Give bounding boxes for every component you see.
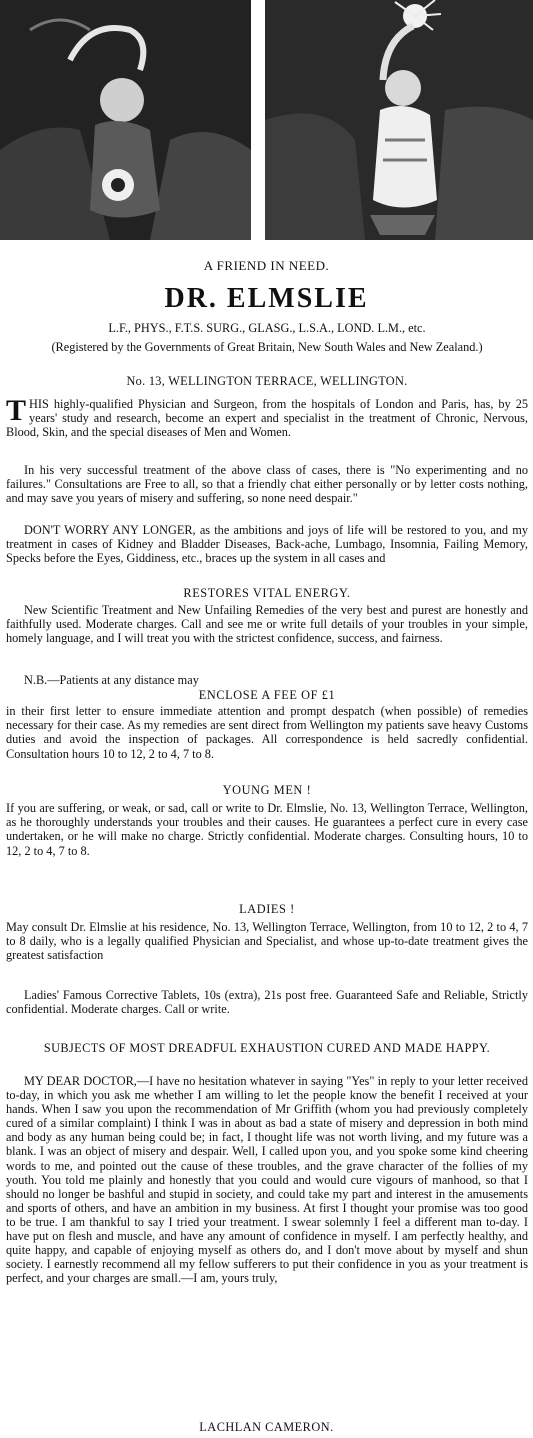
young-men-body: If you are suffering, or weak, or sad, call or write to Dr. Elmslie, No. 13, Wellington Terrace, Wellington, as he thoroughly understands your troubles and their causes. He guarantees a perfect cure in every case undertaken, or he will make no charge. Strictly confidential. Moderate charges. Consulting hours, 10 to 12, 2 to 4, 7 to 8. [6,801,528,858]
testimonial-heading: SUBJECTS OF MOST DREADFUL EXHAUSTION CURED AND MADE HAPPY. [43,1041,491,1055]
credentials-line: L.F., PHYS., F.T.S. SURG., GLASG., L.S.A., LOND. L.M., etc. [108,321,426,335]
intro-paragraph-2: In his very successful treatment of the above class of cases, there is "No experimenting and no failures." Consultations are Free to all, so that a friendly chat either personally or by letter costs nothing, and may save you years of misery and suffering, so none need despair." [6,463,528,506]
ladies-heading: LADIES ! [239,902,295,916]
signature: LACHLAN CAMERON. [199,1420,334,1434]
drop-cap: T [6,394,27,427]
illustration-after [265,0,533,240]
nb-line: N.B.—Patients at any distance may [24,673,199,687]
registration-line: (Registered by the Governments of Great Britain, New South Wales and New Zealand.) [51,340,483,354]
enclose-body: in their first letter to ensure immediate attention and prompt despatch (when possible) of remedies necessary for their case. As my remedies are sent direct from Wellington my patients save heavy Customs duties and avoid the inspection of packages. All correspondence is held sacredly confidential. Consultation hours 10 to 12, 2 to 4, 7 to 8. [6,704,528,761]
doctor-name-title: DR. ELMSLIE [164,283,369,314]
intro-paragraph-1: HIS highly-qualified Physician and Surgeon, from the hospitals of London and Paris, has, by 25 years' study and research, become an expert and specialist in the treatment of Chronic, Nervous, Blood, Skin, and the special diseases of Men and Women. [6,397,528,440]
ladies-body: May consult Dr. Elmslie at his residence, No. 13, Wellington Terrace, Wellington, from 10 to 12, 2 to 4, 7 to 8 daily, who is a legally qualified Physician and Specialist, and whose up-to-date treatment gives the greatest satisfaction [6,920,528,963]
figure-woman-with-lamp-image [265,0,533,240]
testimonial-body: MY DEAR DOCTOR,—I have no hesitation whatever in saying "Yes" in reply to your letter received to-day, in which you ask me whether I am willing to let the people know the benefit I received at your hands. When I saw you upon the recommendation of Mr Griffith (whom you had previously completely cured of a similar complaint) I think I was in about as bad a state of misery and depression in both mind and body as any human being could be; in fact, I thought life was not worth living, and my future was a blank. I was an object of misery and despair. Well, I called upon you, and you spoke some kind cheering words to me, and pointed out the cause of these troubles, and the grave character of the follies of my youth. You told me plainly and honestly that you could and would cure vigours of manhood, so that I should no longer be bashful and stupid in society, and could take my part and interest in the amusements and sports of others, and have an ambition in my business. At first I thought your promise was too good to be true. I am thankful to say I tried your treatment. I swear solemnly I feel a different man to-day. I have put on flesh and muscle, and have any amount of confidence in myself. I am perfectly healthy, and quite happy, and capable of enjoying myself as others do, and I don't move about by myself and shun society. I earnestly recommend all my fellow sufferers to put their confidence in you as your treatment is perfect, and your charges are small.—I am, yours truly, [6,1074,528,1286]
address-line: No. 13, WELLINGTON TERRACE, WELLINGTON. [126,374,408,388]
restores-body: New Scientific Treatment and New Unfailing Remedies of the very best and purest are honestly and faithfully used. Moderate charges. Call and see me or write full details of your troubles in your simple, homely language, and I will treat you with the strictest confidence, success, and fairness. [6,603,528,646]
restores-heading: RESTORES VITAL ENERGY. [183,586,351,600]
enclose-heading: ENCLOSE A FEE OF £1 [198,688,336,702]
intro-section [6,394,528,440]
intro-paragraph-3: DON'T WORRY ANY LONGER, as the ambitions and joys of life will be restored to you, and my treatment in cases of Kidney and Bladder Diseases, Back-ache, Lumbago, Insomnia, Failing Memory, Specks before the Eyes, Giddiness, etc., braces up the system in all cases and [6,523,528,566]
young-men-heading: YOUNG MEN ! [222,783,312,797]
kicker-heading: A FRIEND IN NEED. [203,258,330,273]
tablets-body: Ladies' Famous Corrective Tablets, 10s (extra), 21s post free. Guaranteed Safe and Reliable, Strictly confidential. Moderate charges. Call or write. [6,988,528,1017]
illustration-before [0,0,251,240]
figure-weary-man-image [0,0,251,240]
